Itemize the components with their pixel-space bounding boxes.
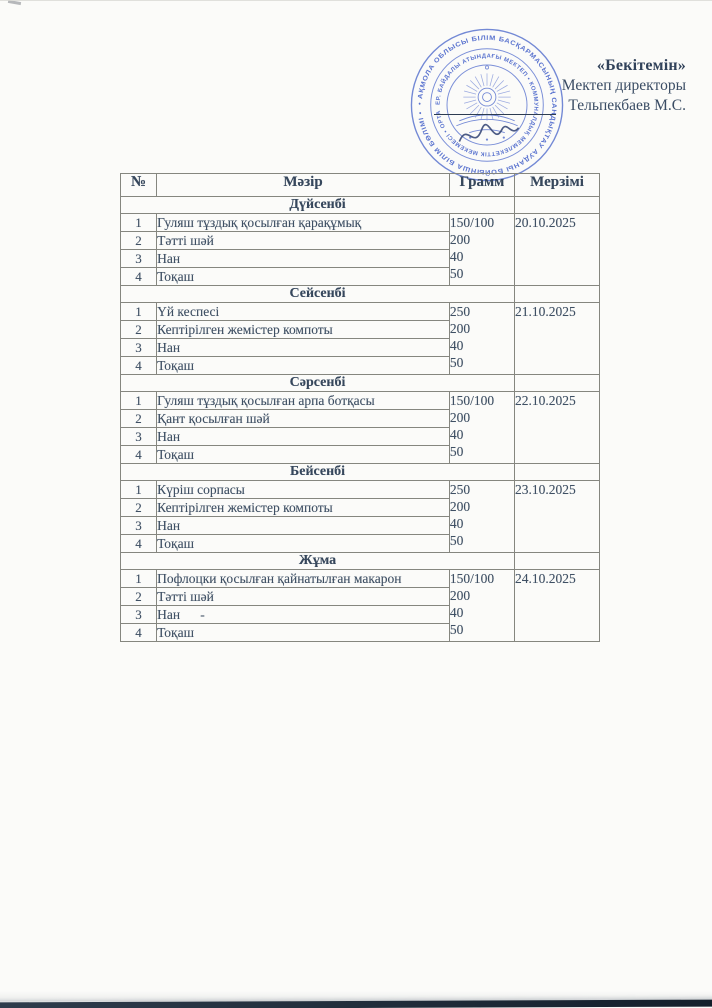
item-number-cell: 3: [121, 517, 157, 535]
day-header-row: [121, 375, 600, 392]
menu-table: [120, 173, 600, 642]
gram-value: 200: [449, 232, 471, 247]
stamp-emblem: [456, 66, 517, 141]
dish-cell: Тәтті шәй: [157, 588, 450, 606]
day-header-row: [121, 464, 600, 481]
item-number-cell: 3: [121, 339, 157, 357]
gram-value: 150/100: [449, 571, 495, 586]
day-row-date-spacer: [515, 197, 600, 214]
grams-cell: [449, 214, 514, 286]
day-name-cell: Сейсенбі: [121, 286, 515, 303]
dish-cell: Гуляш тұздық қосылған арпа ботқасы: [157, 392, 450, 410]
gram-value: 50: [449, 622, 464, 637]
dish-cell: Нан: [157, 339, 450, 357]
gram-value: 40: [449, 605, 464, 620]
column-header-number: №: [121, 174, 157, 197]
gram-value: 40: [449, 338, 464, 353]
day-header-row: [121, 197, 600, 214]
gram-value: 150/100: [449, 393, 495, 408]
approval-block: [0, 0, 712, 190]
item-number-cell: 3: [121, 428, 157, 446]
item-number-cell: 2: [121, 321, 157, 339]
grams-cell: [449, 570, 514, 642]
gram-value: 50: [449, 266, 464, 281]
dish-cell: Тәтті шәй: [157, 232, 450, 250]
dish-cell: Күріш сорпасы: [157, 481, 450, 499]
date-cell: 23.10.2025: [515, 481, 600, 553]
grams-cell: [449, 481, 514, 553]
dish-cell: Тоқаш: [157, 624, 450, 642]
gram-value: 40: [449, 427, 464, 442]
day-row-date-spacer: [515, 464, 600, 481]
dish-cell: Кептірілген жемістер компоты: [157, 321, 450, 339]
item-number-cell: 3: [121, 250, 157, 268]
item-number-cell: 1: [121, 392, 157, 410]
dish-cell: Тоқаш: [157, 268, 450, 286]
item-number-cell: 2: [121, 232, 157, 250]
item-number-cell: 3: [121, 606, 157, 624]
column-header-date: Мерзімі: [515, 174, 600, 197]
date-cell: 22.10.2025: [515, 392, 600, 464]
approval-role: Мектеп директоры: [561, 77, 686, 94]
dish-cell: Үй кеспесі: [157, 303, 450, 321]
gram-value: 200: [449, 410, 471, 425]
grams-cell: [449, 392, 514, 464]
day-header-row: [121, 286, 600, 303]
menu-item-row: [121, 392, 600, 410]
stamp-star: [485, 66, 488, 69]
item-number-cell: 4: [121, 446, 157, 464]
day-name-cell: Жұма: [121, 553, 515, 570]
dish-cell: Нан: [157, 250, 450, 268]
item-number-cell: 4: [121, 357, 157, 375]
table-header-row: [121, 174, 600, 197]
day-header-row: [121, 553, 600, 570]
gram-value: 250: [449, 304, 471, 319]
day-row-date-spacer: [515, 553, 600, 570]
dish-cell: Гуляш тұздық қосылған қарақұмық: [157, 214, 450, 232]
dish-cell: Қант қосылған шәй: [157, 410, 450, 428]
dish-cell: Нан: [157, 428, 450, 446]
gram-value: 200: [449, 499, 471, 514]
stamp-inner-ring-text: ЕР. БАЙДАЛЫ АТЫНДАҒЫ МЕКТЕП • КОММУНАЛДЫҚ МЕМЛЕКЕТТІК МЕКЕМЕСІ • ОРТА: [435, 53, 539, 157]
gram-value: 50: [449, 355, 464, 370]
column-header-menu: Мәзір: [157, 174, 450, 197]
menu-table-body: [121, 197, 600, 642]
item-number-cell: 2: [121, 410, 157, 428]
signature-line: [434, 114, 556, 115]
menu-item-row: [121, 214, 600, 232]
column-header-grams: Грамм: [449, 174, 514, 197]
item-number-cell: 2: [121, 499, 157, 517]
item-number-cell: 1: [121, 570, 157, 588]
day-row-date-spacer: [515, 286, 600, 303]
date-cell: 21.10.2025: [515, 303, 600, 375]
dish-cell: Нан: [157, 517, 450, 535]
menu-item-row: [121, 481, 600, 499]
stamp-outer-ring-text: • АҚМОЛА ОБЛЫСЫ БІЛІМ БАСҚАРМАСЫНЫҢ САНДЫҚТАУ АУДАНЫ БОЙЫНША БІЛІМ БӨЛІМІ •: [416, 34, 558, 176]
dish-cell: Тоқаш: [157, 446, 450, 464]
day-name-cell: Сәрсенбі: [121, 375, 515, 392]
grams-cell: [449, 303, 514, 375]
menu-item-row: [121, 303, 600, 321]
menu-item-row: [121, 570, 600, 588]
date-cell: 20.10.2025: [515, 214, 600, 286]
item-number-cell: 4: [121, 624, 157, 642]
gram-value: 200: [449, 321, 471, 336]
dish-cell: Нан -: [157, 606, 450, 624]
gram-value: 50: [449, 444, 464, 459]
handwritten-signature: [459, 125, 518, 142]
dish-cell: Пофлоцки қосылған қайнатылған макарон: [157, 570, 450, 588]
school-round-stamp: [408, 26, 566, 184]
dish-cell: Тоқаш: [157, 535, 450, 553]
item-number-cell: 4: [121, 268, 157, 286]
item-number-cell: 1: [121, 481, 157, 499]
gram-value: 50: [449, 533, 464, 548]
gram-value: 250: [449, 482, 471, 497]
gram-value: 40: [449, 516, 464, 531]
approval-text-block: [562, 56, 686, 116]
item-number-cell: 2: [121, 588, 157, 606]
item-number-cell: 4: [121, 535, 157, 553]
gram-value: 40: [449, 249, 464, 264]
dish-cell: Тоқаш: [157, 357, 450, 375]
item-number-cell: 1: [121, 214, 157, 232]
gram-value: 200: [449, 588, 471, 603]
day-row-date-spacer: [515, 375, 600, 392]
approval-title: «Бекітемін»: [596, 57, 686, 74]
stamp-graphic: [408, 26, 566, 184]
dish-cell: Кептірілген жемістер компоты: [157, 499, 450, 517]
date-cell: 24.10.2025: [515, 570, 600, 642]
gram-value: 150/100: [449, 215, 495, 230]
stamp-outer-circle: [411, 29, 562, 180]
day-name-cell: Бейсенбі: [121, 464, 515, 481]
item-number-cell: 1: [121, 303, 157, 321]
approval-signatory-name: Тельпекбаев М.С.: [568, 97, 686, 114]
day-name-cell: Дүйсенбі: [121, 197, 515, 214]
